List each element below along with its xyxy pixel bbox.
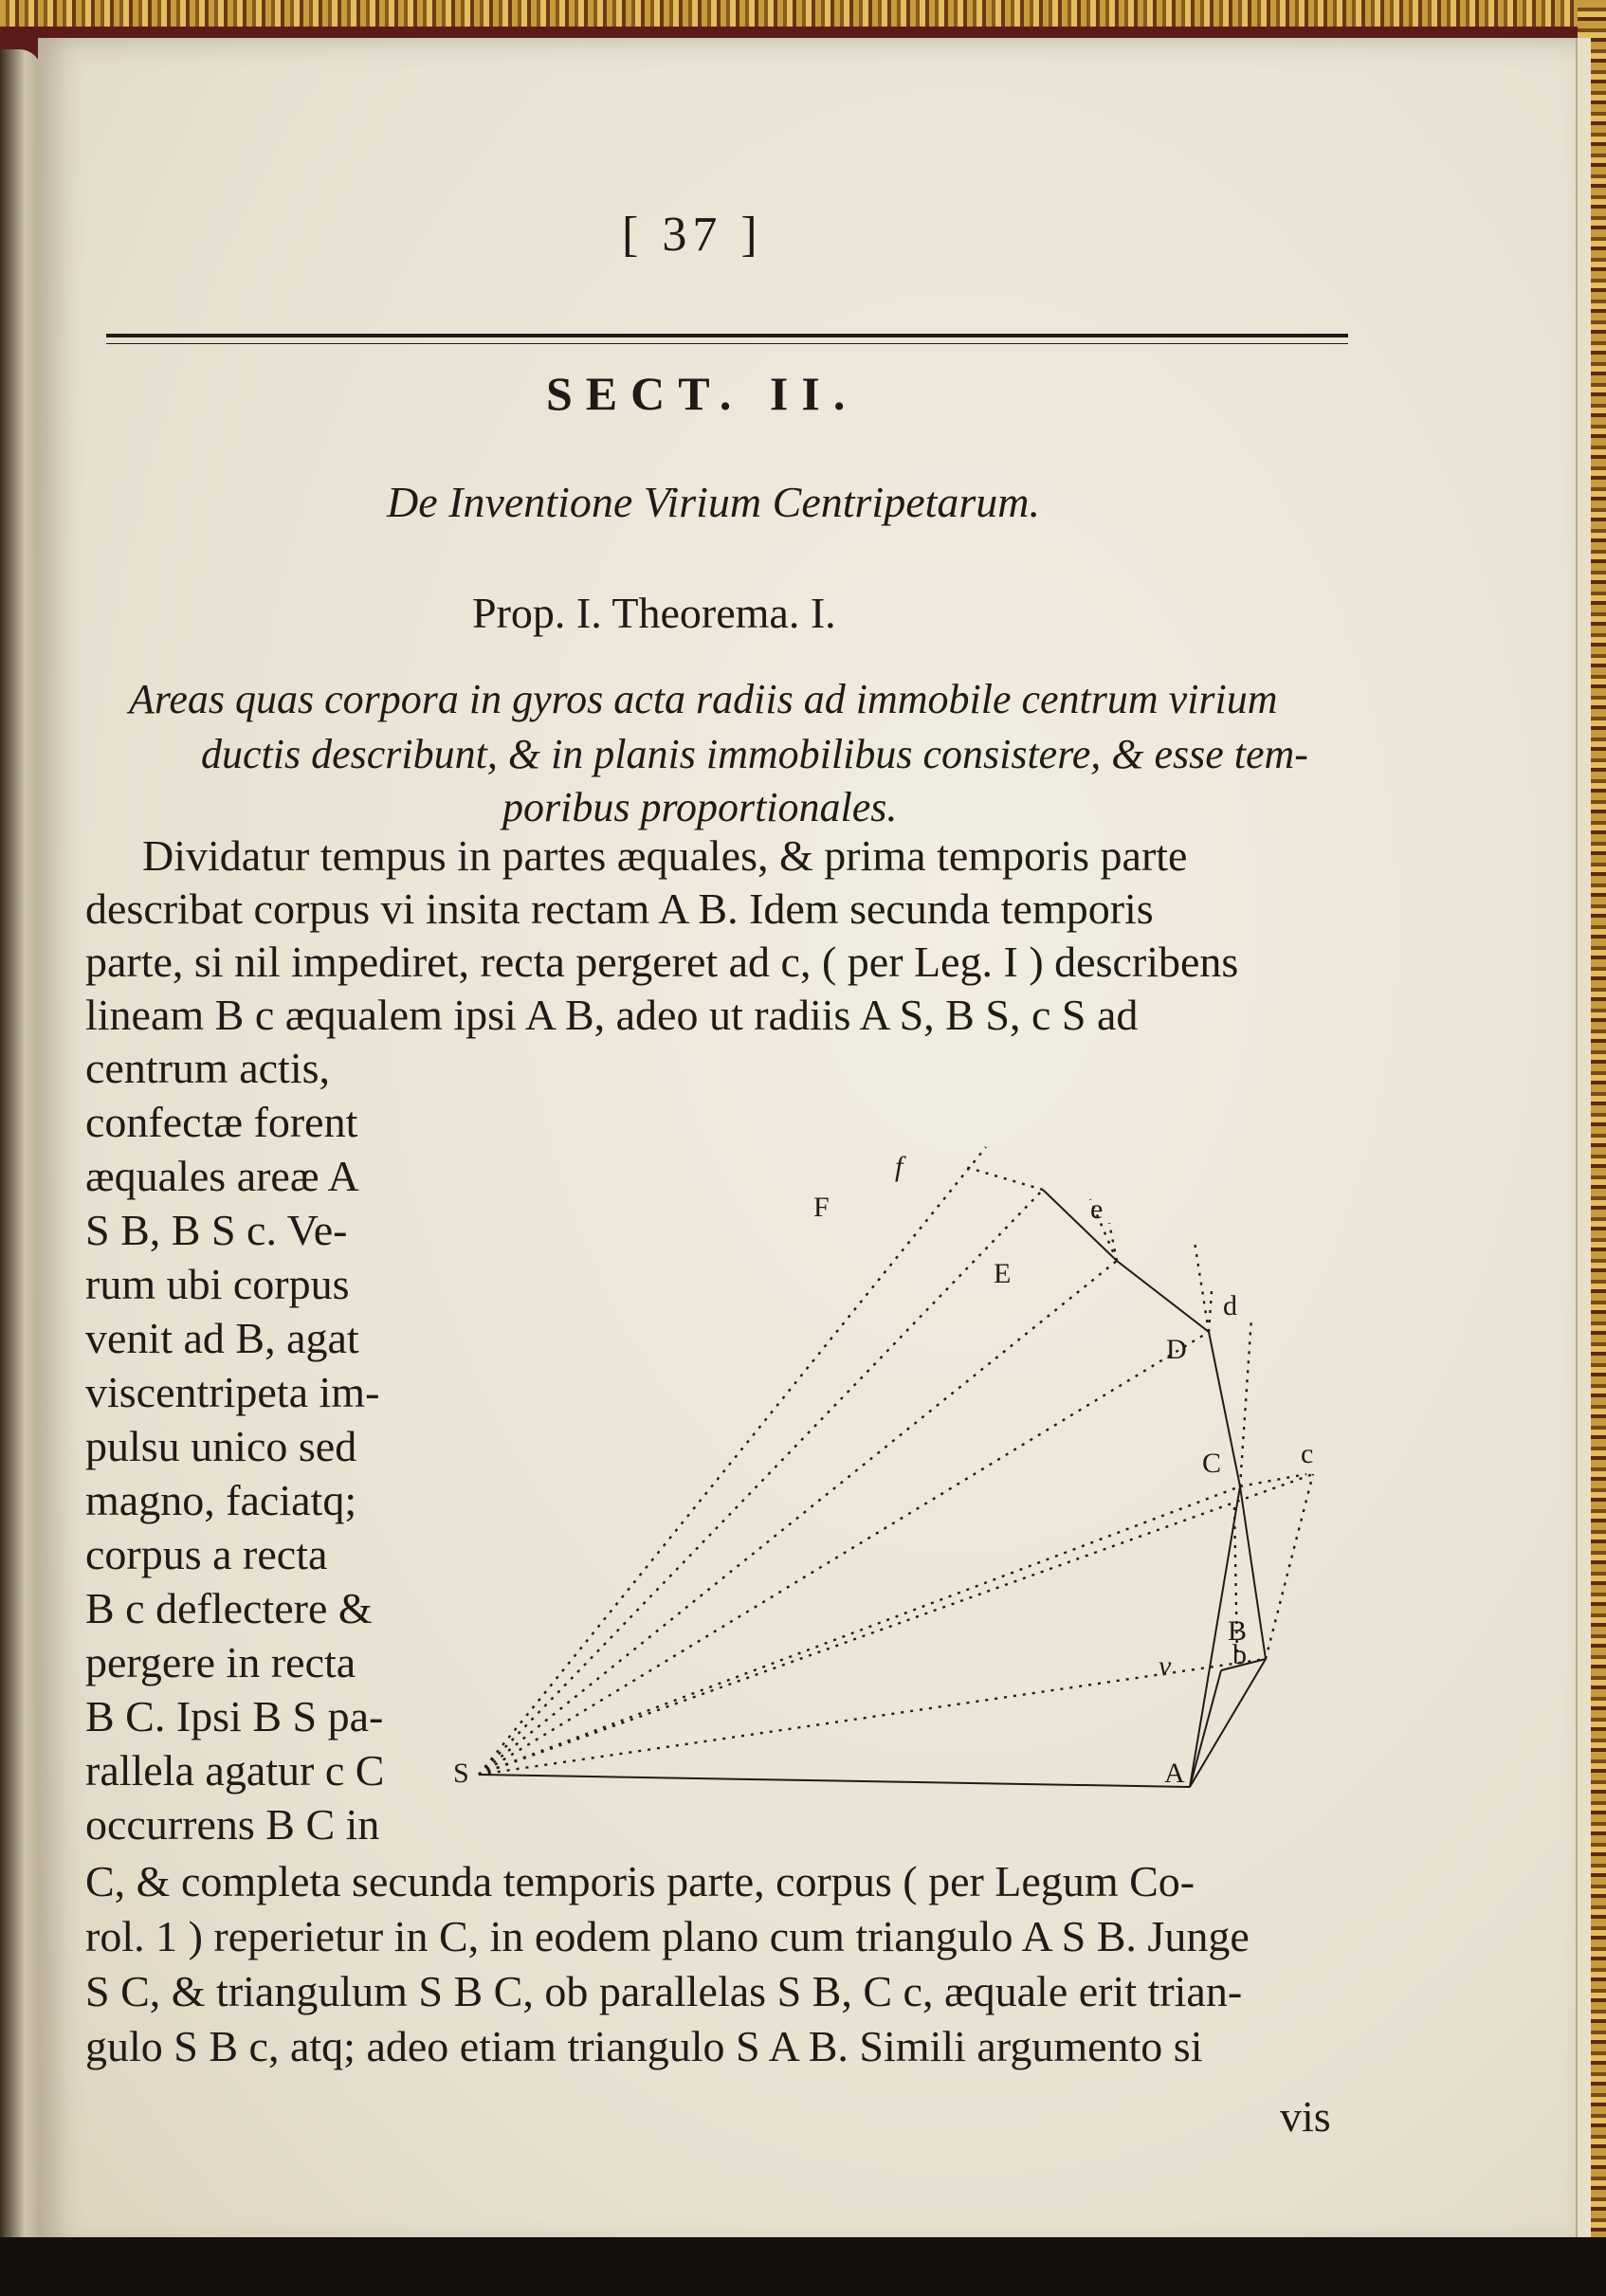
page-edges (1576, 38, 1591, 2247)
dotted-De (1195, 1242, 1209, 1332)
dotted-Dd (1209, 1291, 1212, 1332)
label-S: S (453, 1758, 469, 1789)
page-spine (0, 49, 42, 2249)
header-rule (106, 334, 1348, 337)
label-d: d (1223, 1290, 1237, 1321)
enunciation-line: poribus proportionales. (502, 784, 898, 830)
body-line: describat corpus vi insita rectam A B. Idem secunda temporis (85, 884, 1154, 933)
dotted-SE (479, 1261, 1117, 1775)
dotted-SB (479, 1659, 1266, 1775)
dotted-Cd (1240, 1318, 1251, 1486)
dotted-Cc (1240, 1474, 1306, 1486)
label-b: b (1232, 1639, 1247, 1670)
body-line: viscentripeta im- (85, 1368, 380, 1416)
catchword: vis (1280, 2092, 1331, 2141)
body-line: B c deflectere & (85, 1584, 373, 1632)
label-E: E (994, 1258, 1012, 1289)
gilt-edge-top (0, 0, 1606, 27)
body-line: confectæ forent (85, 1098, 358, 1146)
proposition-heading: Prop. I. Theorema. I. (472, 589, 836, 637)
label-v: v (1159, 1650, 1172, 1682)
dotted-Sf (479, 1147, 986, 1775)
label-A: A (1164, 1758, 1185, 1789)
body-line: centrum actis, (85, 1044, 331, 1092)
body-line: occurrens B C in (85, 1800, 380, 1849)
body-line: S C, & triangulum S B C, ob parallelas S B, C c, æquale erit trian- (85, 1967, 1243, 2015)
orbit-path (1043, 1190, 1240, 1787)
body-line: pulsu unico sed (85, 1422, 357, 1470)
body-line: magno, faciatq; (85, 1476, 357, 1524)
enunciation-line: ductis describunt, & in planis immobilibus consistere, & esse tem- (201, 731, 1308, 777)
enunciation-line: Areas quas corpora in gyros acta radiis ad immobile centrum virium (129, 676, 1278, 722)
body-line: Dividatur tempus in partes æquales, & prima temporis parte (142, 831, 1188, 880)
body-line: rallela agatur c C (85, 1746, 385, 1795)
geometric-figure (436, 1128, 1346, 1830)
label-f: f (895, 1151, 903, 1182)
dotted-SF (479, 1190, 1043, 1775)
body-line: corpus a recta (85, 1530, 328, 1578)
label-C: C (1202, 1448, 1222, 1479)
dotted-SC (479, 1486, 1240, 1775)
page-number: [ 37 ] (622, 208, 763, 262)
dotted-Sc (479, 1474, 1313, 1775)
body-line: venit ad B, agat (85, 1314, 359, 1362)
dotted-SD (479, 1332, 1209, 1775)
body-line: S B, B S c. Ve- (85, 1206, 348, 1254)
dotted-Bc (1266, 1474, 1313, 1659)
label-F: F (813, 1192, 830, 1223)
body-line: gulo S B c, atq; adeo etiam triangulo S A B. Simili argumento si (85, 2022, 1203, 2070)
label-B: B (1228, 1615, 1248, 1647)
figure-lines (479, 1190, 1266, 1787)
body-line: æquales areæ A (85, 1152, 359, 1200)
figure-dotted-lines (479, 1147, 1313, 1775)
body-line: lineam B c æqualem ipsi A B, adeo ut radiis A S, B S, c S ad (85, 991, 1139, 1039)
label-D: D (1166, 1334, 1187, 1365)
body-line: pergere in recta (85, 1638, 356, 1686)
body-line: parte, si nil impediret, recta pergeret ad c, ( per Leg. I ) describens (85, 938, 1239, 986)
body-line: rol. 1 ) reperietur in C, in eodem plano cum triangulo A S B. Junge (85, 1912, 1250, 1960)
header-rule-thin (106, 343, 1348, 344)
body-line: rum ubi corpus (85, 1260, 350, 1308)
bottom-shadow (0, 2237, 1606, 2296)
body-line: B C. Ipsi B S pa- (85, 1692, 384, 1740)
line-SA (479, 1775, 1190, 1787)
label-c: c (1301, 1438, 1314, 1469)
section-heading: SECT. II. (546, 367, 859, 420)
body-line: C, & completa secunda temporis parte, corpus ( per Legum Co- (85, 1857, 1195, 1905)
label-e: e (1090, 1194, 1104, 1225)
section-subtitle: De Inventione Virium Centripetarum. (387, 478, 1041, 526)
dotted-Ff (962, 1166, 1043, 1190)
